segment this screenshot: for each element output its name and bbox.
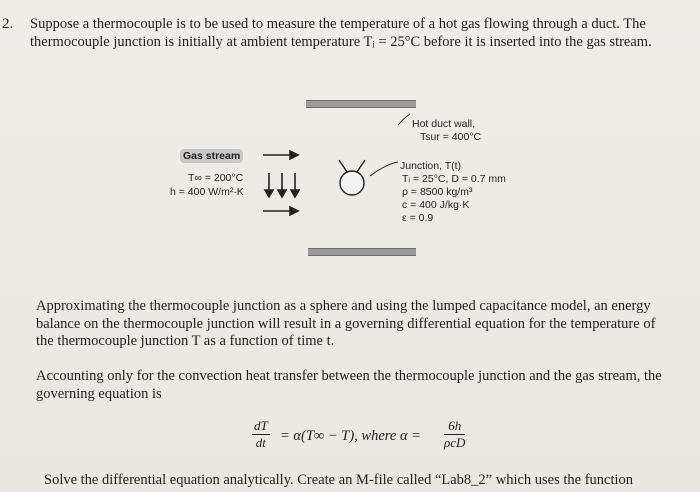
equation-middle: = α(T∞ − T), where α = [280, 428, 421, 444]
thermocouple-junction-icon [339, 160, 365, 195]
approximation-paragraph: Approximating the thermocouple junction as a sphere and using the lumped capacitance model, an energy balance on the thermocouple junction will result in a governing differential equation for the temperature of the thermocouple junction T as a function of time t. [36, 298, 656, 349]
equation-rhs [444, 418, 465, 451]
wall-title-label: Hot duct wall, [412, 118, 476, 130]
rhs-numerator: 6h [444, 418, 465, 435]
junction-c-label: c = 400 J/kg·K [402, 199, 470, 211]
solve-paragraph: Solve the differential equation analytically. Create an M-file called “Lab8_2” which uses the function [44, 472, 634, 488]
question-number: 2. [2, 16, 14, 32]
junction-ti-d-label: Tᵢ = 25°C, D = 0.7 mm [402, 173, 506, 185]
gas-temp-label: T∞ = 200°C [188, 172, 244, 184]
lhs-numerator: dT [254, 418, 268, 433]
junction-rho-label: ρ = 8500 kg/m³ [402, 186, 473, 198]
accounting-paragraph: Accounting only for the convection heat transfer between the thermocouple junction and the gas stream, the governing equation is [36, 368, 662, 402]
flow-arrows [263, 151, 299, 215]
lhs-denominator: dt [255, 435, 266, 450]
wall-temp-label: Tsur = 400°C [420, 131, 482, 143]
gas-h-label: h = 400 W/m²·K [170, 186, 244, 198]
junction-eps-label: ε = 0.9 [402, 212, 434, 224]
equation-lhs [252, 418, 270, 451]
rhs-denominator: ρcD [444, 435, 466, 450]
question-intro: Suppose a thermocouple is to be used to measure the temperature of a hot gas flowing through a duct. The thermocouple junction is initially at ambient temperature Tᵢ = 25°C before it is inserted into the gas stream. [30, 16, 652, 50]
gas-stream-title: Gas stream [180, 149, 243, 163]
junction-title-label: Junction, T(t) [400, 160, 462, 172]
